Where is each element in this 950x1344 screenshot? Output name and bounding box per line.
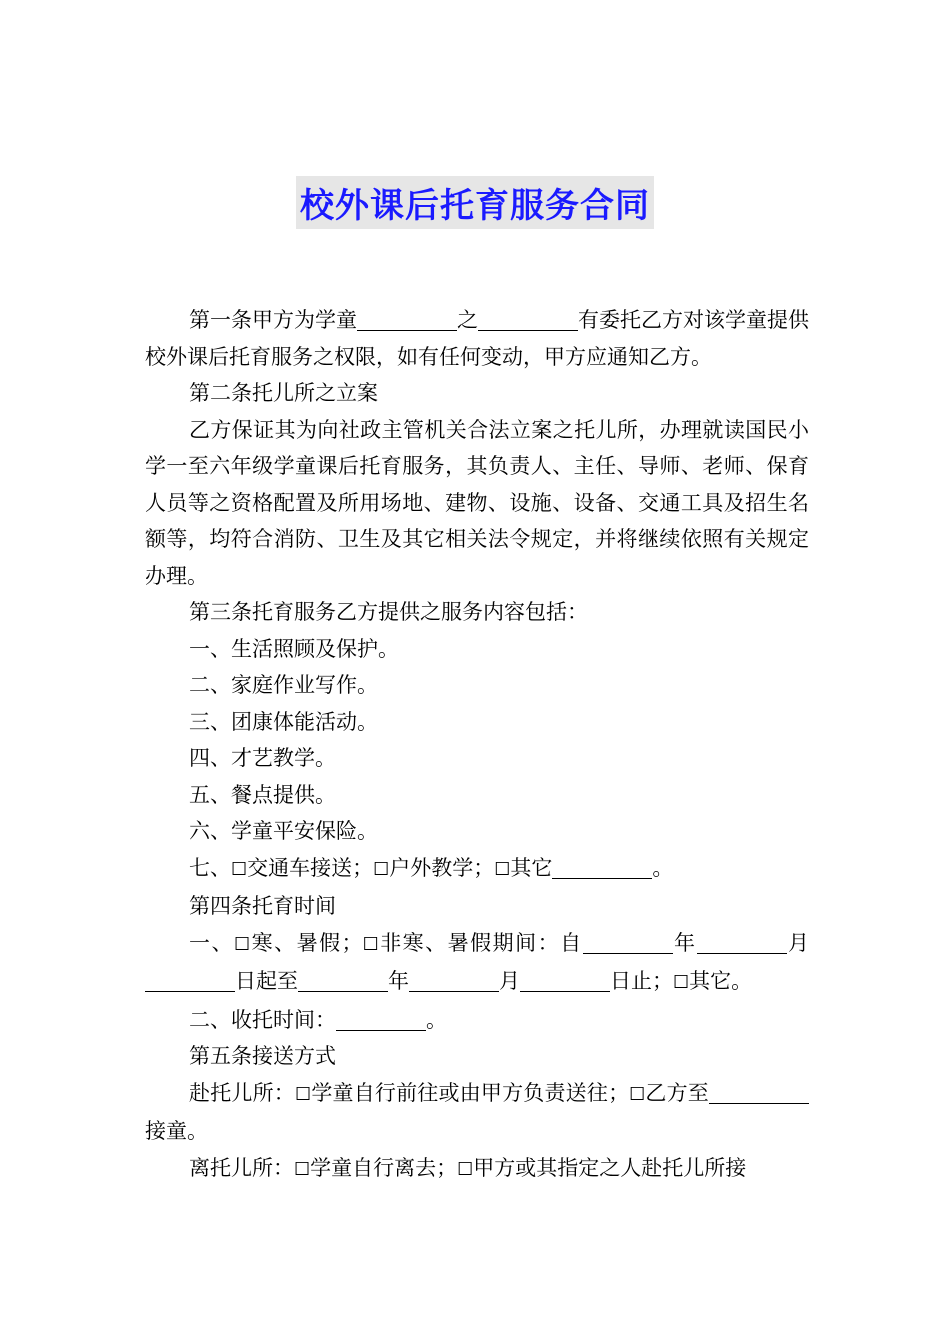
clause-2-text: 乙方保证其为向社政主管机关合法立案之托儿所，办理就读国民小学一至六年级学童课后托育服务，其负责人、主任、导师、老师、保育人员等之资格配置及所用场地、建物、设施、设备、交通工具及招生名额等，均符合消防、卫生及其它相关法令规定，并将继续依照有关规定办理。	[145, 417, 809, 588]
clause-5-go: 赴托儿所：☐学童自行前往或由甲方负责送往；☐乙方至接童。	[145, 1075, 809, 1150]
clause-4-item-1: 一、☐寒、暑假；☐非寒、暑假期间：自 年 月日起至 年 月 日止；☐其它。	[145, 925, 809, 1002]
start-year-blank	[583, 931, 673, 954]
clause-4-heading: 第四条托育时间	[189, 894, 336, 918]
checkbox-icon: ☐	[457, 1158, 474, 1180]
clause-1-text-a: 第一条甲方为学童	[189, 308, 357, 332]
clause-1-text-b: 之	[457, 308, 478, 332]
clause-1-text-c: 有委托乙方对该学童提供校外课后托育服务之权限，如有任何变动，甲方应通知乙方。	[145, 308, 809, 369]
service-item: 二、家庭作业写作。	[189, 673, 378, 697]
service-item-7: 七、☐交通车接送；☐户外教学；☐其它 。	[189, 855, 674, 880]
checkbox-icon: ☐	[231, 858, 248, 880]
document-title	[0, 176, 950, 229]
clause-1	[145, 302, 809, 375]
title-text: 校外课后托育服务合同	[296, 176, 654, 229]
care-time-blank	[336, 1008, 426, 1031]
service-item: 四、才艺教学。	[189, 746, 336, 770]
other-service-blank	[552, 856, 652, 879]
service-item: 五、餐点提供。	[189, 782, 336, 807]
checkbox-icon: ☐	[673, 972, 690, 993]
clause-5-leave: 离托儿所：☐学童自行离去；☐甲方或其指定之人赴托儿所接	[189, 1155, 747, 1180]
end-month-blank	[409, 969, 499, 992]
service-item: 三、团康体能活动。	[189, 709, 378, 734]
end-day-blank	[520, 969, 610, 992]
service-item: 六、学童平安保险。	[189, 819, 378, 843]
clause-5-heading: 第五条接送方式	[189, 1044, 336, 1068]
clause-3-heading: 第三条托育服务乙方提供之服务内容包括：	[189, 600, 588, 624]
checkbox-icon: ☐	[629, 1083, 646, 1105]
service-item: 一、生活照顾及保护。	[189, 636, 399, 661]
clause-2-heading: 第二条托儿所之立案	[189, 381, 378, 405]
checkbox-icon: ☐	[294, 1083, 312, 1105]
document-body	[145, 302, 809, 1188]
checkbox-icon: ☐	[494, 858, 511, 880]
start-day-blank	[145, 969, 235, 992]
checkbox-icon: ☐	[373, 858, 390, 880]
checkbox-icon: ☐	[362, 933, 379, 955]
clause-4-item-2: 二、收托时间： 。	[189, 1007, 447, 1032]
student-name-blank	[357, 308, 457, 331]
checkbox-icon: ☐	[233, 933, 251, 955]
checkbox-icon: ☐	[294, 1158, 311, 1180]
pickup-location-blank	[709, 1081, 809, 1104]
start-month-blank	[697, 931, 787, 954]
relation-blank	[478, 308, 578, 331]
end-year-blank	[298, 969, 388, 992]
